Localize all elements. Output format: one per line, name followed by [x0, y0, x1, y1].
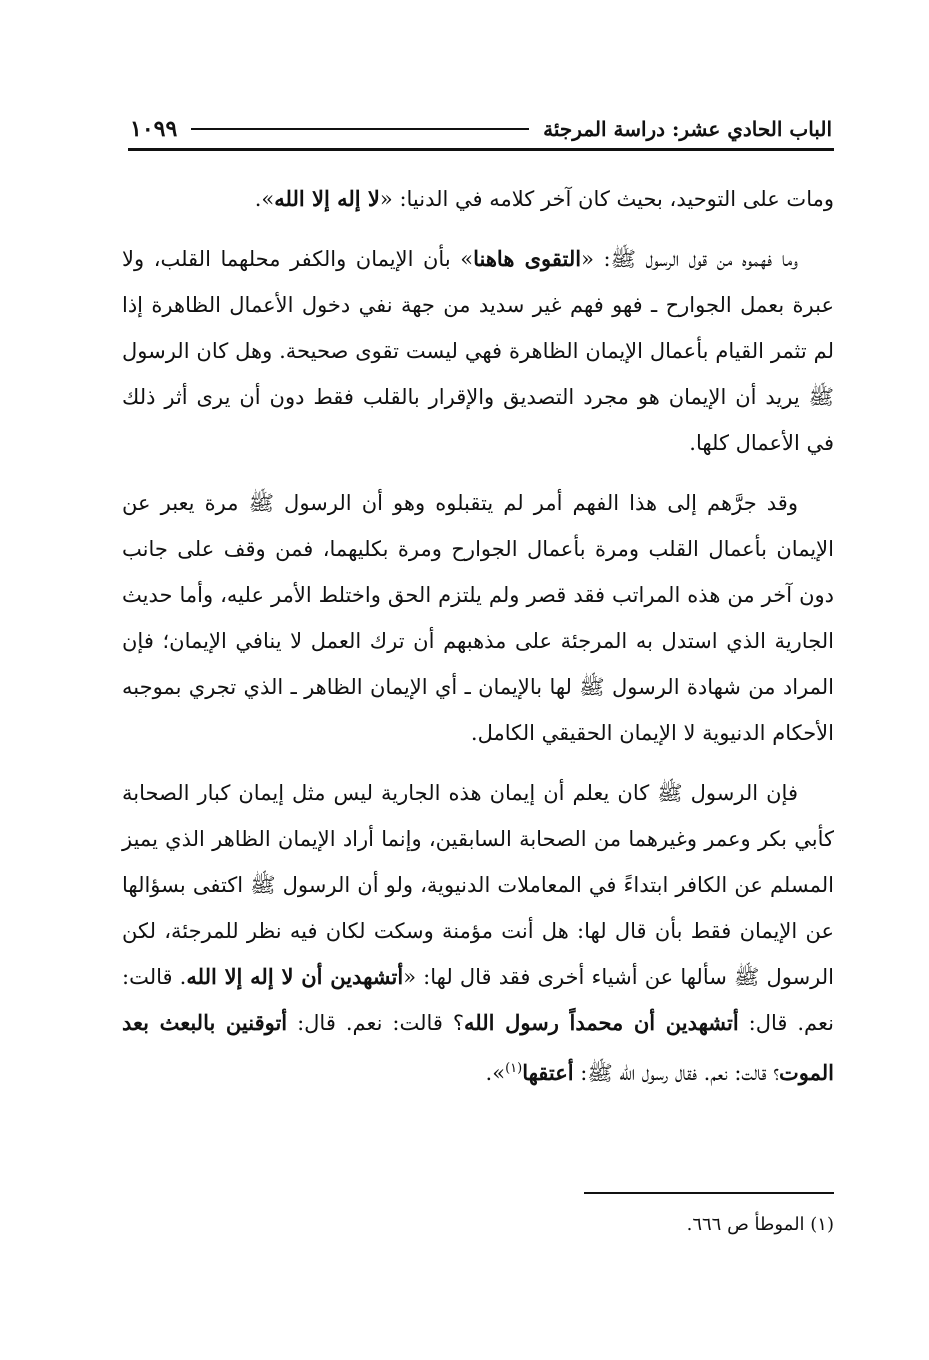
paragraph-4: فإن الرسول ﷺ كان يعلم أن إيمان هذه الجارية ليس مثل إيمان كبار الصحابة كأبي بكر وعمر وغيرهما من الصحابة السابقين، وإنما أراد الإيمان الظاهر الذي يميز المسلم عن الكافر ابتداءً في المعاملات الدنيوية، ولو أن الرسول ﷺ اكتفى بسؤالها عن الإيمان فقط بأن قال لها: هل أنت مؤمنة وسكت لكان فيه نظر للمرجئة، لكن الرسول ﷺ سألها عن أشياء أخرى فقد قال لها: «أتشهدين أن لا إله إلا الله. قالت: نعم. قال: أتشهدين أن محمداً رسول الله؟ قالت: نعم. قال: أتوقنين بالبعث بعد الموت؟ قالت: نعم. فقال رسول الله ﷺ: أعتقها$^{(١)}$». — [122, 781, 835, 1085]
header-rule — [128, 148, 834, 151]
paragraph-2: وما فهموه من قول الرسول ﷺ: «التقوى هاهنا» بأن الإيمان والكفر محلهما القلب، ولا عبرة بعمل الجوارح ـ فهو فهم غير سديد من جهة نفي دخول الأعمال الظاهرة إذا لم تثمر القيام بأعمال الإيمان الظاهرة فهي ليست تقوى صحيحة. وهل كان الرسول ﷺ يريد أن الإيمان هو مجرد التصديق والإقرار بالقلب فقط دون أن يرى أثر ذلك في الأعمال كلها. — [122, 246, 834, 455]
running-header — [130, 112, 832, 146]
hadith-question-1: أتشهدين أن لا إله إلا الله — [186, 964, 404, 989]
paragraph-3: وقد جرَّهم إلى هذا الفهم أمر لم يتقبلوه وهو أن الرسول ﷺ مرة يعبر عن الإيمان بأعمال القلب ومرة بأعمال الجوارح ومرة بكليهما، فمن وقف على جانب دون آخر من هذه المراتب فقد قصر ولم يلتزم الحق واختلط الأمر عليه، وأما حديث الجارية الذي استدل به المرجئة على مذهبهم أن ترك العمل لا ينافي الإيمان؛ فإن المراد من شهادة الرسول ﷺ لها بالإيمان ـ أي الإيمان الظاهر ـ الذي تجري بموجبه الأحكام الدنيوية لا الإيمان الحقيقي الكامل. — [122, 491, 834, 745]
header-divider — [191, 128, 529, 130]
hadith-question-3: أتوقنين بالبعث بعد الموت — [122, 1010, 834, 1085]
page-number: ١٠٩٩ — [130, 116, 178, 142]
paragraph-1: ومات على التوحيد، بحيث كان آخر كلامه في الدنيا: «لا إله إلا الله». — [254, 186, 834, 211]
hadith-taqwa: التقوى هاهنا — [473, 246, 582, 271]
quote-open: « — [379, 187, 393, 211]
footnote-rule — [584, 1192, 834, 1194]
tawhid-phrase: لا إله إلا الله — [274, 186, 380, 211]
hadith-question-2: أتشهدين أن محمداً رسول الله — [464, 1010, 739, 1035]
footnote: (١) الموطأ ص ٦٦٦. — [686, 1214, 834, 1235]
footnote-marker[interactable]: (١) — [505, 1061, 523, 1076]
body-text — [122, 176, 834, 1110]
chapter-title: الباب الحادي عشر: دراسة المرجئة — [543, 117, 832, 141]
hadith-command: أعتقها — [522, 1060, 574, 1085]
